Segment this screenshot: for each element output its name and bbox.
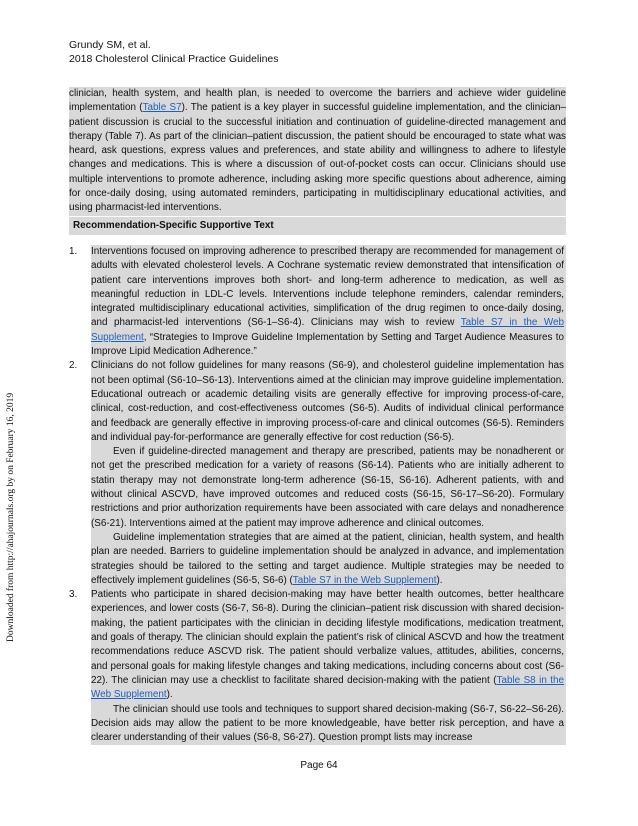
- item-text: , “Strategies to Improve Guideline Implementation by Setting and Target Audience Measures to Improve Lipid Medication Adherence.”: [91, 331, 564, 358]
- list-item: [69, 359, 566, 588]
- item-number: 1.: [69, 246, 78, 257]
- item-number: 3.: [69, 589, 78, 601]
- page-number: Page 64: [300, 760, 338, 771]
- running-header: [69, 38, 279, 66]
- header-title: 2018 Cholesterol Clinical Practice Guidelines: [69, 53, 279, 65]
- item-number: 2.: [69, 360, 78, 372]
- supportive-text-section: [69, 217, 566, 753]
- item-text: Patients who participate in shared decision-making may have better health outcomes, better healthcare experiences, and lower costs (S6-7, S6-8). During the clinician–patient risk discussion with shared decision-making, the patient participates with the clinician in deciding lifestyle modifications, medication treatment, and goals of therapy. The clinician should explain the patient’s risk of clinical ASCVD and how the treatment recommendations reduce ASCVD risk. The patient should verbalize values, attitudes, abilities, concerns, and personal goals for making lifestyle changes and taking medications, including concerns about cost (S6-22). The clinician may use a checklist to facilitate shared decision-making with the patient (: [91, 589, 564, 686]
- item-text: Guideline implementation strategies that are aimed at the patient, clinician, health system, and health plan are needed. Barriers to guideline implementation should be analyzed in advance, and implementation strategies should be tailored to the setting and target audience. Multiple strategies may be needed to effectively implement guidelines (S6-5, S6-6) (: [91, 531, 564, 586]
- web-supplement-link[interactable]: Table S7 in the Web Supplement: [292, 574, 437, 586]
- header-authors: Grundy SM, et al.: [69, 39, 151, 51]
- section-heading: Recommendation-Specific Supportive Text: [69, 217, 566, 235]
- download-watermark: Downloaded from http://ahajournals.org by on February 16, 2019: [6, 392, 16, 642]
- list-item: [69, 588, 566, 745]
- item-text: ).: [436, 574, 443, 586]
- item-paragraph: Even if guideline-directed management and therapy are prescribed, patients may be nonadherent or not get the prescribed medication for a variety of reasons (S6-14). Patients who are initially adherent to statin therapy may not demonstrate long-term adherence (S6-15, S6-16). Adherent patients, with and without clinical ASCVD, have improved outcomes and reduced costs (S6-15, S6-17–S6-20). Formulary restrictions and prior authorization requirements have been associated with care delays and nonadherence (S6-21). Interventions aimed at the patient may improve adherence and clinical outcomes.: [91, 446, 564, 529]
- table-s7-link[interactable]: Table S7: [142, 102, 182, 114]
- item-text: Interventions focused on improving adherence to prescribed therapy are recommended for management of adults with elevated cholesterol levels. A Cochrane systematic review demonstrated that intensification of patient care interventions improves both short- and long-term adherence to medication, as well as meaningful reduction in LDL-C levels. Interventions include telephone reminders, calendar reminders, integrated multidisciplinary educational activities, simplification of the drug regimen to once-daily dosing, and pharmacist-led interventions (S6-1–S6-4). Clinicians may wish to review: [91, 246, 564, 329]
- list-item: [69, 245, 566, 359]
- intro-text-b: ). The patient is a key player in successful guideline implementation, and the clinician–patient discussion is crucial to the successful initiation and continuation of guideline-directed management and therapy (Table 7). As part of the clinician–patient discussion, the patient should be encouraged to state what was heard, ask questions, express values and preferences, and state ability and willingness to adhere to lifestyle changes and medications. This is where a discussion of out-of-pocket costs can occur. Clinicians should use multiple interventions to promote adherence, including asking more specific questions about adherence, aiming for once-daily dosing, using automated reminders, participating in multidisciplinary educational activities, and using pharmacist-led interventions.: [69, 102, 566, 214]
- item-paragraph: The clinician should use tools and techniques to support shared decision-making (S6-7, S6-22–S6-26). Decision aids may allow the patient to be more knowledgeable, have better risk perception, and have a clearer understanding of their values (S6-8, S6-27). Question prompt lists may increase: [91, 703, 564, 744]
- intro-paragraph: [69, 87, 566, 216]
- web-supplement-link[interactable]: Table S8 in the Web Supplement: [91, 674, 564, 701]
- intro-text-a: clinician, health system, and health plan, is needed to overcome the barriers and achieve wider guideline implementation (: [69, 88, 566, 114]
- web-supplement-link[interactable]: Table S7 in the Web Supplement: [91, 317, 565, 343]
- item-text: ).: [166, 689, 173, 701]
- item-paragraph: Clinicians do not follow guidelines for many reasons (S6-9), and cholesterol guideline implementation has not been optimal (S6-10–S6-13). Interventions aimed at the clinician may improve guideline implementation. Educational outreach or academic detailing visits are generally effective for improving process-of-care, clinical, cost-reduction, and cost-effectiveness outcomes (S6-5). Audits of individual clinical performance and feedback are generally effective in improving process-of-care and clinical outcomes (S6-5). Reminders and individual pay-for-performance are generally effective for cost reduction (S6-5).: [91, 360, 564, 443]
